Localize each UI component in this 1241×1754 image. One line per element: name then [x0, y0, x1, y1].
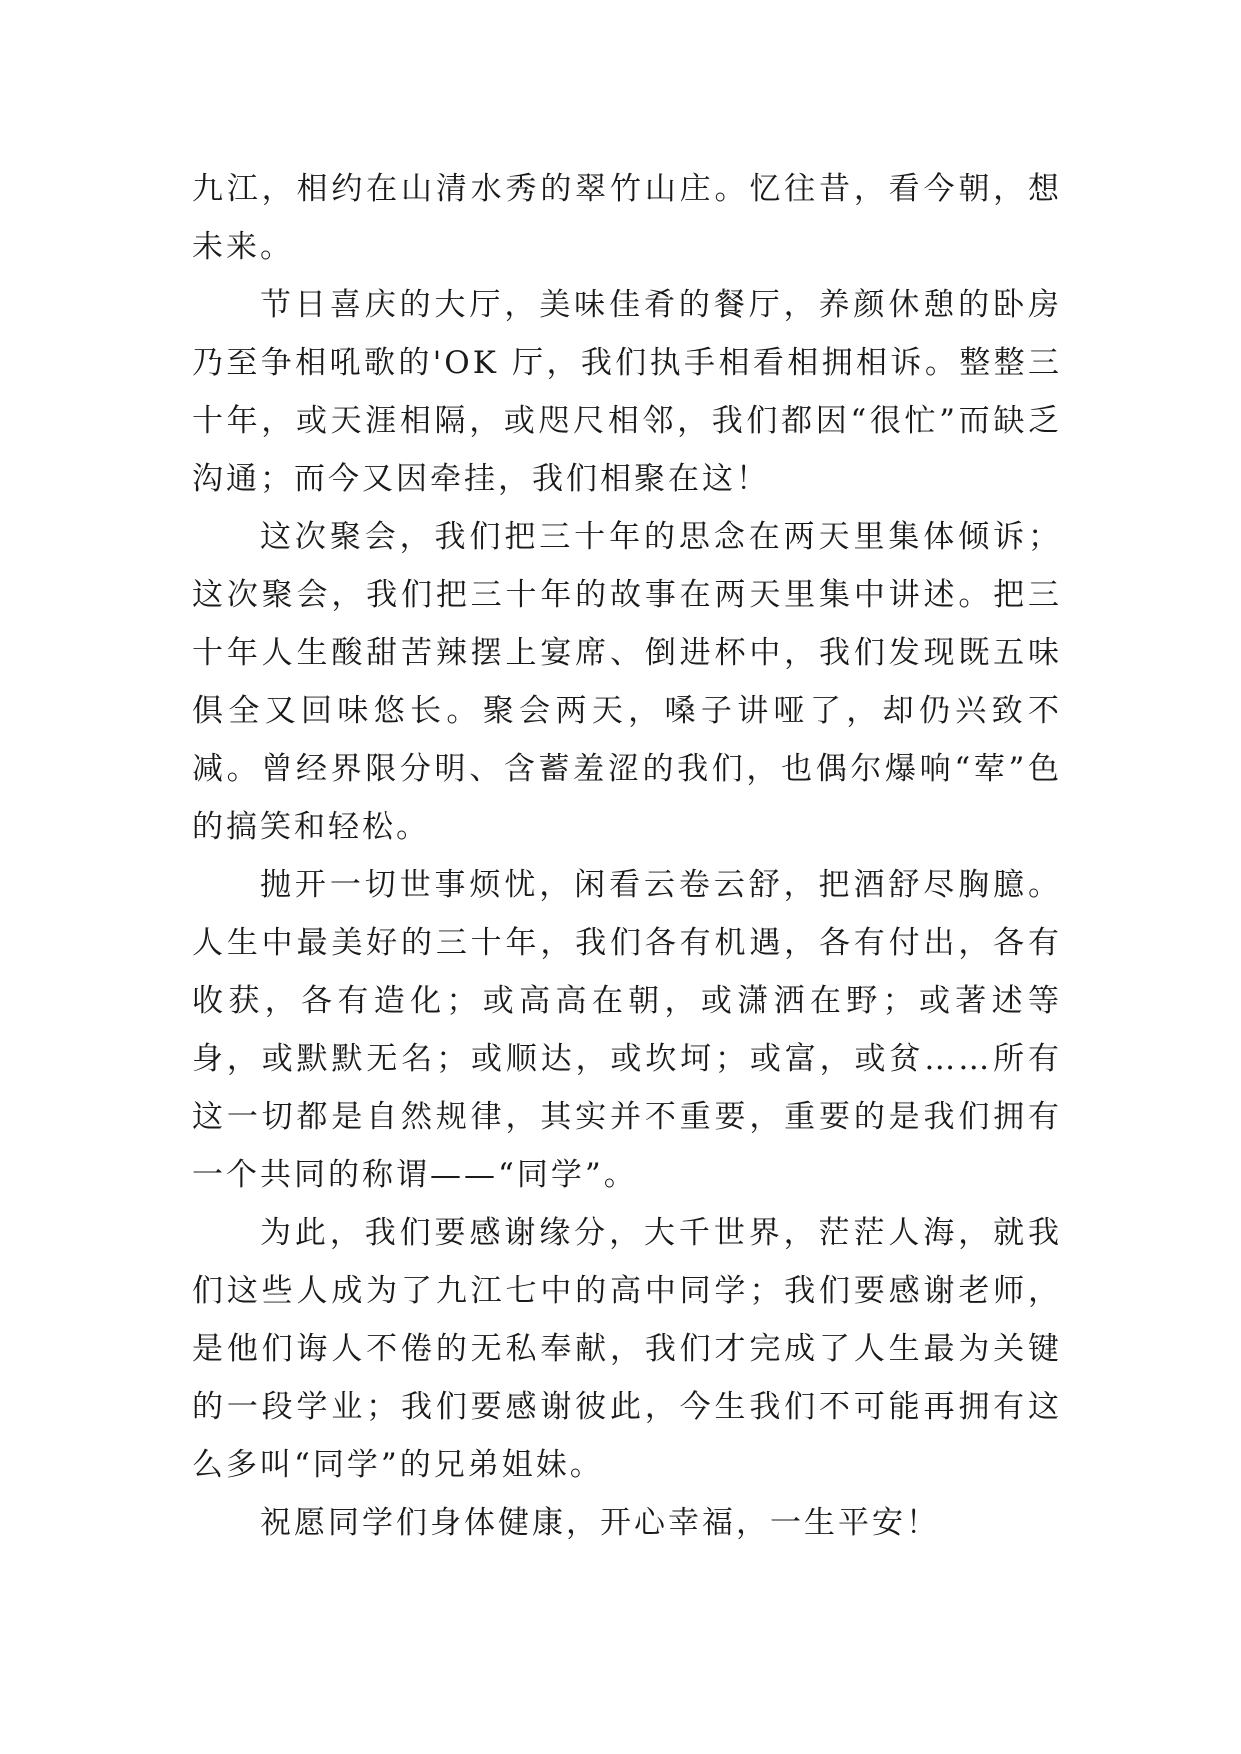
- paragraph-1: 九江，相约在山清水秀的翠竹山庄。忆往昔，看今朝，想未来。: [192, 171, 1062, 265]
- paragraph-2: 节日喜庆的大厅，美味佳肴的餐厅，养颜休憩的卧房乃至争相吼歌的'OK 厅，我们执手相看相拥相诉。整整三十年，或天涯相隔，或咫尺相邻，我们都因“很忙”而缺乏沟通；而今又因牵挂，我们相聚在这！: [192, 287, 1062, 497]
- paragraph-3: 这次聚会，我们把三十年的思念在两天里集体倾诉；这次聚会，我们把三十年的故事在两天里集中讲述。把三十年人生酸甜苦辣摆上宴席、倒进杯中，我们发现既五味俱全又回味悠长。聚会两天，嗓子讲哑了，却仍兴致不减。曾经界限分明、含蓄羞涩的我们，也偶尔爆响“荤”色的搞笑和轻松。: [192, 519, 1062, 845]
- paragraph-4: 抛开一切世事烦忧，闲看云卷云舒，把酒舒尽胸臆。人生中最美好的三十年，我们各有机遇，各有付出，各有收获，各有造化；或高高在朝，或潇洒在野；或著述等身，或默默无名；或顺达，或坎坷；或富，或贫……所有这一切都是自然规律，其实并不重要，重要的是我们拥有一个共同的称谓——“同学”。: [192, 867, 1062, 1193]
- paragraph-5: 为此，我们要感谢缘分，大千世界，茫茫人海，就我们这些人成为了九江七中的高中同学；我们要感谢老师，是他们诲人不倦的无私奉献，我们才完成了人生最为关键的一段学业；我们要感谢彼此，今生我们不可能再拥有这么多叫“同学”的兄弟姐妹。: [192, 1215, 1062, 1483]
- document-body: [192, 160, 1062, 1552]
- paragraph-6: 祝愿同学们身体健康，开心幸福，一生平安！: [260, 1505, 940, 1541]
